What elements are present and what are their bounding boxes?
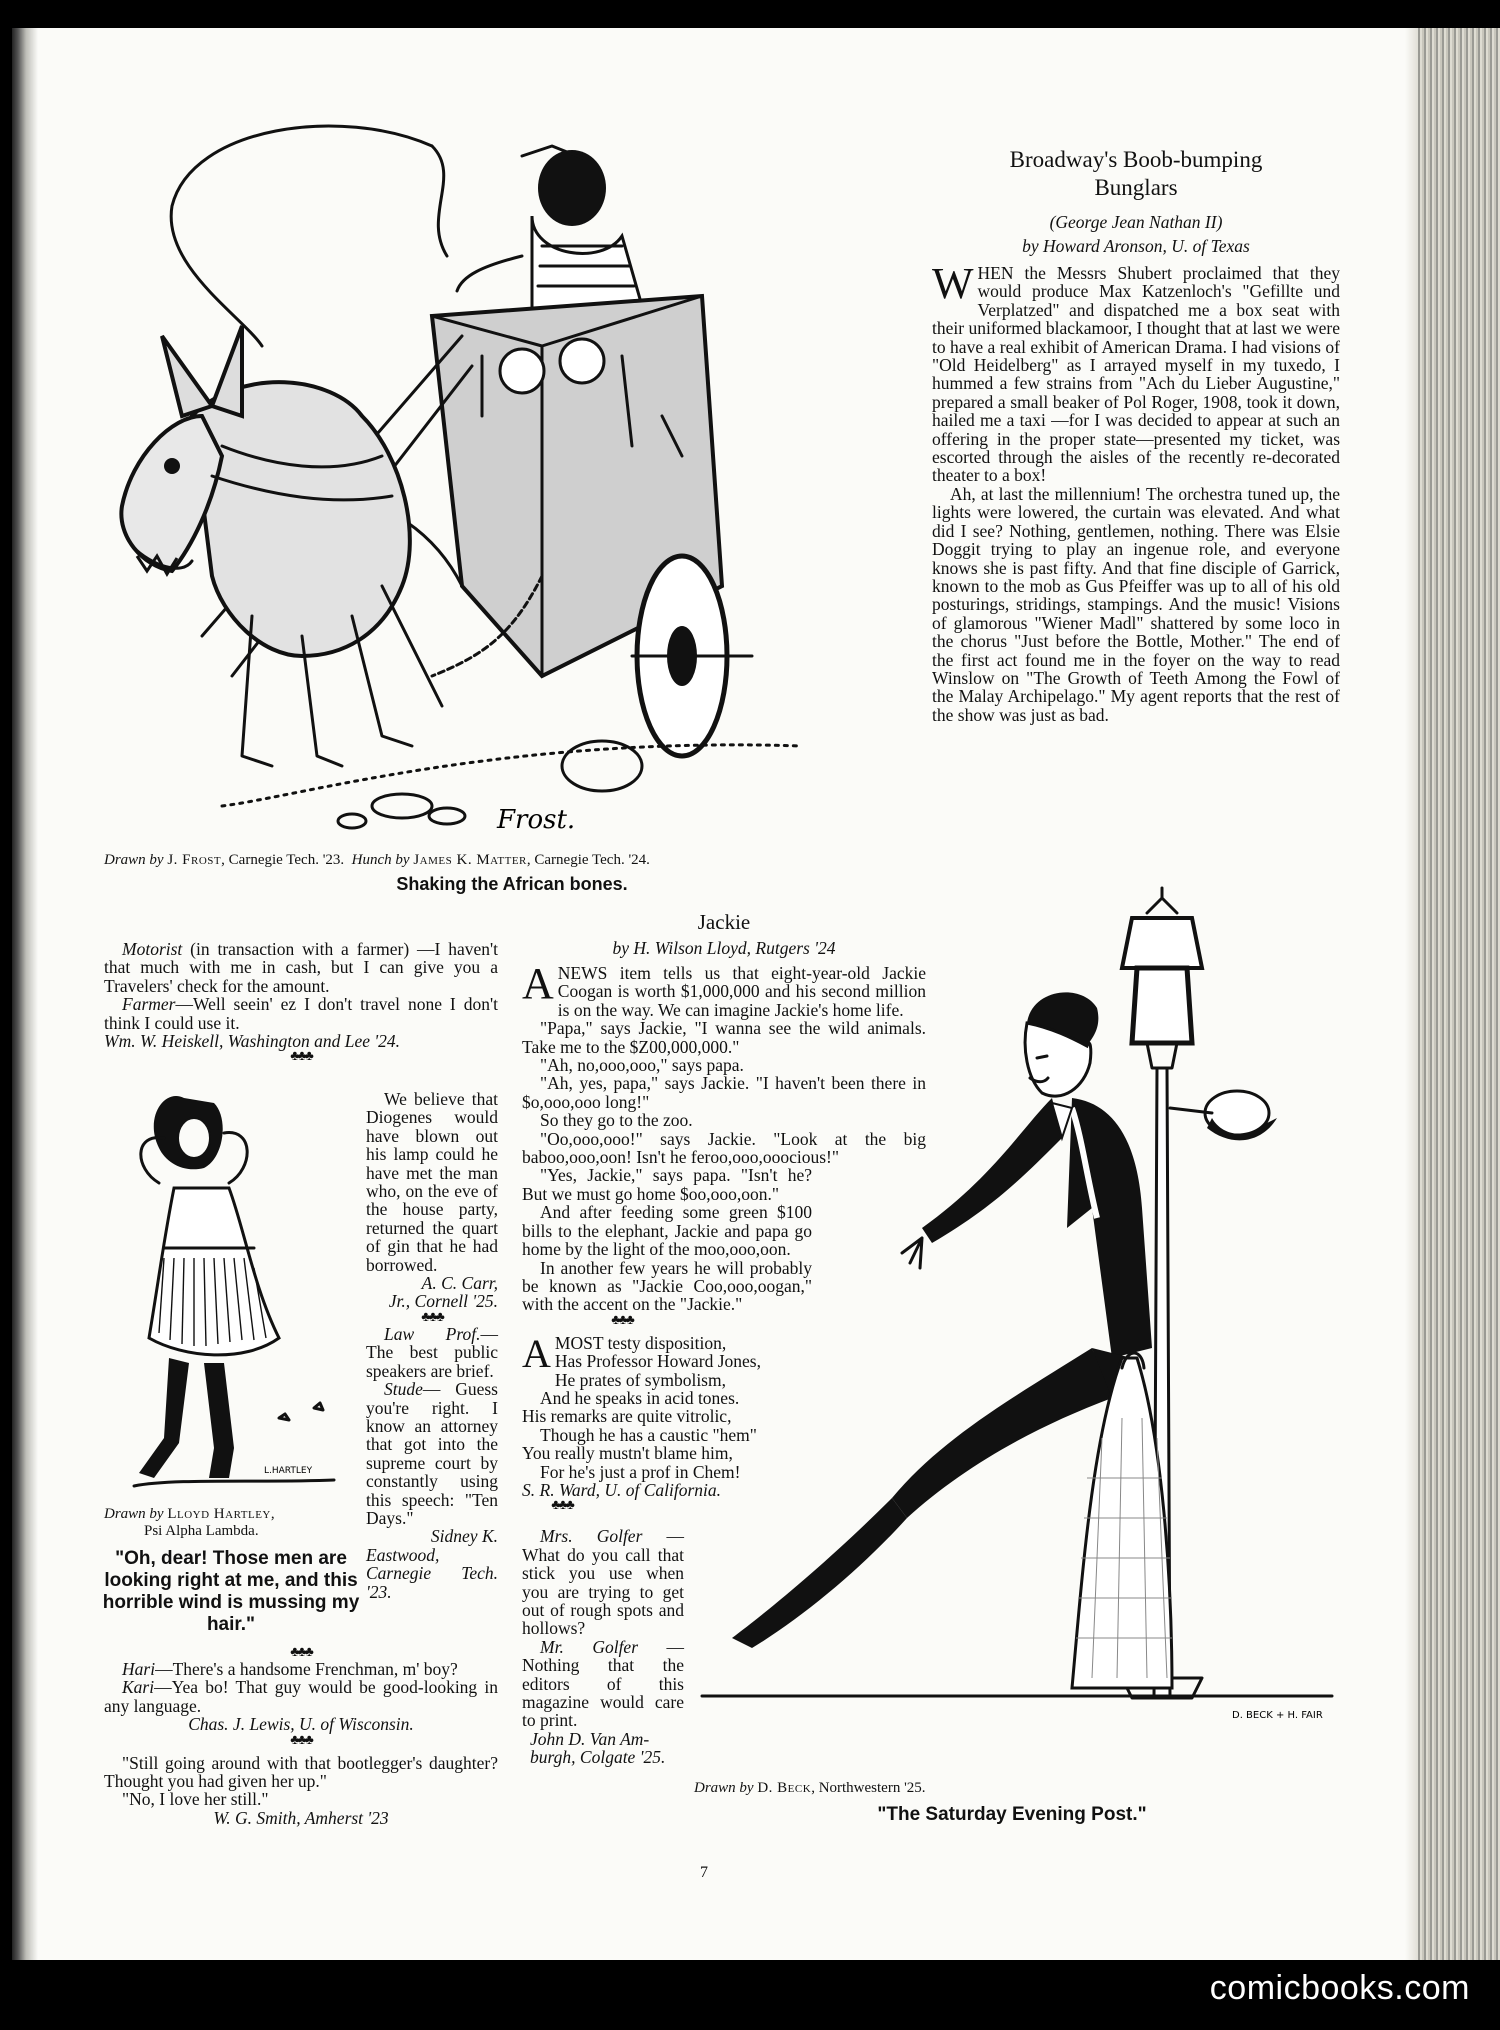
jackie-p4: "Ah, yes, papa," says Jackie. "I haven't been there in $o,ooo,ooo long!" — [522, 1073, 926, 1112]
cartoon1-credit — [104, 852, 864, 869]
asterism-3: ♣♣♣ — [290, 1645, 312, 1660]
girl-signature: L.HARTLEY — [264, 1466, 313, 1476]
jackie-p5: So they go to the zoo. — [540, 1110, 693, 1131]
left-column-top — [104, 940, 498, 1064]
asterism-4: ♣♣♣ — [290, 1732, 312, 1748]
cartoon-donkey-cart — [102, 116, 822, 861]
poem-line7: You really mustn't blame him, — [522, 1443, 733, 1464]
asterism-6: ♣♣♣ — [551, 1498, 573, 1514]
cartoon2-credit-school: , Northwestern '25. — [811, 1780, 926, 1796]
jackie-p6: "Oo,ooo,ooo!" says Jackie. "Look at the big baboo,ooo,oon! Isn't he feroo,ooo,ooocious!" — [522, 1128, 926, 1168]
poem-line3: He prates of symbolism, — [554, 1369, 726, 1390]
cartoon2-credit-drawn: Drawn by — [694, 1780, 754, 1796]
article1-byline: by Howard Aronson, U. of Texas — [1022, 236, 1250, 256]
golfer2-line: — Nothing that the editors of this magazine would care to print. — [522, 1636, 685, 1731]
motorist-speaker: Motorist — [122, 939, 183, 959]
golfer1-speaker: Mrs. Golfer — [540, 1526, 643, 1547]
jackie-p9: In another few years he will probably be known as "Jackie Coo,ooo,oogan," with the accent on the "Jackie." — [522, 1257, 812, 1315]
credit-drawn-label: Drawn by — [104, 852, 164, 868]
credit-hunch-label: Hunch — [351, 852, 392, 868]
joke5-signature: W. G. Smith, Amherst '23 — [213, 1807, 389, 1828]
credit-author-school: , Carnegie Tech. '24. — [526, 852, 650, 868]
stude-line: — Guess you're right. I know an attorney that got into the supreme court by constantly using this speech: "Ten Days." — [366, 1379, 498, 1528]
golfer-signature-a: John D. Van Am- — [530, 1728, 650, 1749]
asterism-5: ♣♣♣ — [611, 1312, 633, 1328]
lawprof-line: — The best public speakers are brief. — [366, 1323, 498, 1381]
jackie-p7: "Yes, Jackie," says papa. "Isn't he? But we must go home $oo,ooo,oon." — [522, 1165, 812, 1204]
poem-line6: Though he has a caustic "hem" — [540, 1424, 757, 1445]
cartoon1-caption: Shaking the African bones. — [396, 874, 628, 894]
jackie-title: Jackie — [697, 910, 751, 934]
cartoon2-caption: "The Saturday Evening Post." — [877, 1804, 1147, 1825]
article1-dropcap: W — [932, 259, 974, 308]
poem-dropcap: A — [522, 1330, 551, 1376]
hari-speaker: Hari — [122, 1659, 156, 1679]
girl-credit-school: Psi Alpha Lambda. — [144, 1523, 259, 1539]
girl-credit-artist: Lloyd Hartley, — [167, 1506, 276, 1522]
joke3-signature-a: Sidney K. — [430, 1526, 498, 1547]
article1-para2: Ah, at last the millennium! The orchestra tuned up, the lights were lowered, the curtain was elevated. And what did I see? Nothing, gentlemen, nothing. There was Elsie Doggit trying to play an ingenue role, and everyone knows she is past fifty. And that fine disciple of Garrick, known to the mob as Gus Pfeiffer was up to all of his old posturings, stridings, stampings. And the music! Visions of glamorous "Wiener Madl" shattered by some loco in the chorus "Just before the Bottle, Mother." The end of the first act found me in the foyer on the way to read Winslow on "The Growth of Teeth Among the Fowl of the Malay Archipelago." My agent reports that the rest of the show was just as bad. — [932, 483, 1340, 725]
page-stack-edge — [1418, 28, 1500, 1960]
cartoon-man-lamppost — [692, 878, 1342, 1788]
jackie-p1: NEWS item tells us that eight-year-old Jackie Coogan is worth $1,000,000 and his second million is on the way. We can imagine Jackie's home life. — [557, 963, 926, 1020]
joke4-signature: Chas. J. Lewis, U. of Wisconsin. — [188, 1714, 414, 1735]
motorist-line: (in transaction with a farmer) —I haven't that much with me in cash, but I can give you a Travelers' check for the amount. — [104, 939, 498, 996]
diogenes-text: We believe that Diogenes would have blown out his lamp could he have met the man who, on the eve of the house party, returned the quart of gin that he had borrowed. — [366, 1089, 498, 1275]
article1-title-line2: Bunglars — [1094, 175, 1178, 200]
article1-subtitle: (George Jean Nathan II) — [1049, 212, 1223, 232]
poem-line4: And he speaks in acid tones. — [540, 1387, 740, 1408]
joke3-signature-b: Eastwood, Carnegie Tech. '23. — [366, 1544, 498, 1602]
jackie-p8: And after feeding some green $100 bills to the elephant, Jackie and papa go home by the light of the moo,ooo,oon. — [522, 1202, 812, 1260]
page-number: 7 — [700, 1864, 708, 1881]
kari-speaker: Kari — [122, 1677, 155, 1698]
cartoon1-signature: Frost. — [497, 805, 576, 835]
magazine-page — [12, 28, 1430, 1960]
poem-line1: MOST testy disposition, — [554, 1332, 727, 1353]
kari-line: —Yea bo! That guy would be good-looking in any language. — [104, 1677, 498, 1716]
credit-author: James K. Matter — [413, 852, 527, 868]
joke2-signature-b: Jr., Cornell '25. — [388, 1291, 498, 1312]
jackie-dropcap: A — [522, 959, 554, 1008]
gutter-shadow — [12, 28, 38, 1960]
left-column-bottom — [104, 1646, 498, 1827]
jackie-byline: by H. Wilson Lloyd, Rutgers '24 — [612, 938, 836, 958]
jackie-p2: "Papa," says Jackie, "I wanna see the wild animals. Take me to the $Z00,000,000." — [522, 1018, 926, 1057]
asterism-2: ♣♣♣ — [421, 1309, 443, 1325]
lawprof-speaker: Law Prof. — [384, 1323, 481, 1344]
watermark: comicbooks.com — [1209, 1969, 1470, 2007]
golfer2-speaker: Mr. Golfer — [540, 1636, 639, 1657]
hari-line: —There's a handsome Frenchman, m' boy? — [155, 1659, 458, 1679]
golfer1-line: — What do you call that stick you use when you are trying to get out of rough spots and hollows? — [522, 1526, 685, 1639]
article1-para1: HEN the Messrs Shubert proclaimed that they would produce Max Katzenloch's "Gefillte und Verplatzed" and dispatched me a box seat with their uniformed blackamoor, I thought that at last we were to have a real exhibit of American Drama. I had visions of "Old Heidelberg" as I arrayed myself in my tuxedo, I hummed a few strains from "Ach du Lieber Augustine," prepared a small beaker of Pol Roger, 1908, took it down, hailed me a taxi —for I was decided to appear at such an offering in the proper state—presented my ticket, was escorted through the aisles of the recently re-decorated theater to a box! — [932, 263, 1340, 486]
jackie-p3: "Ah, no,ooo,ooo," says papa. — [540, 1055, 744, 1076]
joke1-signature: Wm. W. Heiskell, Washington and Lee '24. — [104, 1031, 401, 1052]
credit-artist: J. Frost — [167, 852, 222, 868]
cartoon2-signature: D. BECK + H. FAIR — [1232, 1710, 1323, 1721]
article1-title-line1: Broadway's Boob-bumping — [1009, 147, 1263, 172]
article1 — [932, 146, 1340, 724]
bootlegger-line2: "No, I love her still." — [122, 1789, 269, 1810]
poem-line5: His remarks are quite vitrolic, — [522, 1406, 732, 1427]
poem-line8: For he's just a prof in Chem! — [540, 1461, 741, 1482]
girl-illustration — [104, 1078, 362, 1506]
credit-artist-school: , Carnegie Tech. '23. — [221, 852, 345, 868]
stude-speaker: Stude — [384, 1379, 423, 1400]
girl-quote: "Oh, dear! Those men are looking right at me, and this horrible wind is mussing my hair." — [102, 1548, 360, 1635]
diogenes-joke — [366, 1090, 498, 1601]
girl-credit-drawn: Drawn by — [104, 1506, 164, 1522]
credit-by-label: by — [395, 852, 410, 868]
asterism-1: ♣♣♣ — [290, 1049, 312, 1065]
poem-line2: Has Professor Howard Jones, — [554, 1351, 761, 1372]
girl-credit — [104, 1506, 364, 1540]
bootlegger-line1: "Still going around with that bootlegger's daughter? Thought you had given her up." — [104, 1752, 498, 1792]
poem-signature: S. R. Ward, U. of California. — [522, 1479, 722, 1500]
joke2-signature-a: A. C. Carr, — [421, 1273, 498, 1294]
cartoon2-credit — [694, 1780, 1254, 1797]
farmer-speaker: Farmer — [122, 994, 176, 1015]
farmer-line: —Well seein' ez I don't travel none I don't think I could use it. — [104, 994, 498, 1033]
golfer-signature-b: burgh, Colgate '25. — [530, 1747, 666, 1768]
cartoon2-credit-artist: D. Beck — [757, 1780, 812, 1796]
golfer-joke — [522, 1527, 684, 1766]
